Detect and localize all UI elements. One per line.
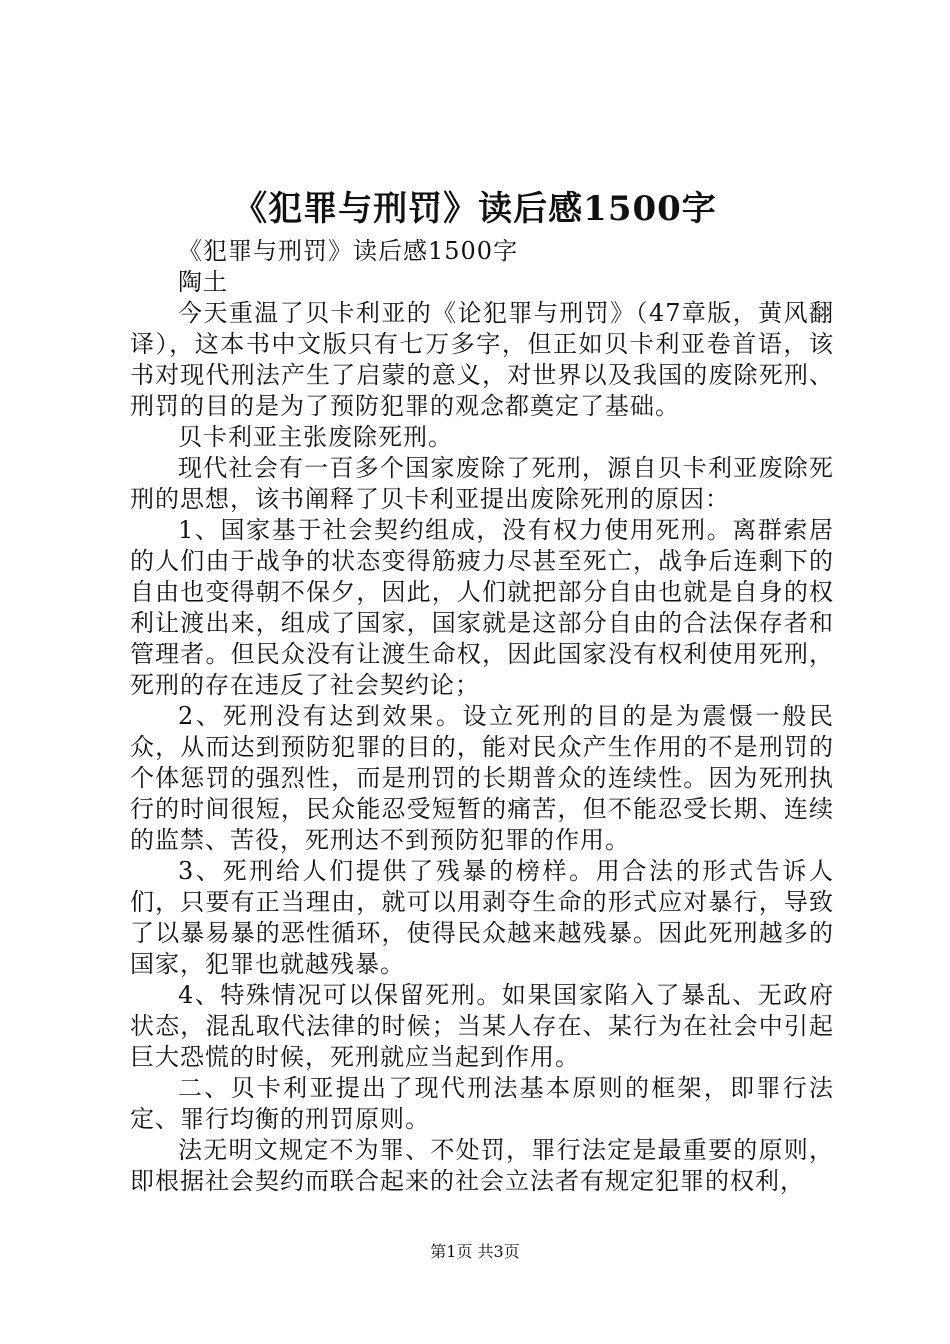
paragraph-heading-two: 二、贝卡利亚提出了现代刑法基本原则的框架，即罪行法定、罪行均衡的刑罚原则。	[130, 1074, 834, 1133]
paragraph-intro: 今天重温了贝卡利亚的《论犯罪与刑罚》（47章版，黄风翻译），这本书中文版只有七万多字，但正如贝卡利亚卷首语，该书对现代刑法产生了启蒙的意义，对世界以及我国的废除死刑、刑罚的目的是为了预防犯罪的观念都奠定了基础。	[130, 299, 834, 420]
page-footer: 第1页 共3页	[430, 1242, 520, 1261]
paragraph-subtitle: 《犯罪与刑罚》读后感1500字	[178, 237, 519, 265]
paragraph-author: 陶土	[178, 268, 228, 296]
paragraph-heading-one: 贝卡利亚主张废除死刑。	[178, 423, 453, 451]
paragraph-point-three: 3、死刑给人们提供了残暴的榜样。用合法的形式告诉人们，只要有正当理由，就可以用剥夺生命的形式应对暴行，导致了以暴易暴的恶性循环，使得民众越来越残暴。因此死刑越多的国家，犯罪也就越残暴。	[130, 857, 834, 978]
paragraph-point-four: 4、特殊情况可以保留死刑。如果国家陷入了暴乱、无政府状态，混乱取代法律的时候；当某人存在、某行为在社会中引起巨大恐慌的时候，死刑就应当起到作用。	[130, 981, 834, 1071]
paragraph-point-two: 2、死刑没有达到效果。设立死刑的目的是为震慑一般民众，从而达到预防犯罪的目的，能对民众产生作用的不是刑罚的个体惩罚的强烈性，而是刑罚的长期普众的连续性。因为死刑执行的时间很短，民众能忍受短暂的痛苦，但不能忍受长期、连续的监禁、苦役，死刑达不到预防犯罪的作用。	[130, 702, 834, 854]
paragraph-principle: 法无明文规定不为罪、不处罚，罪行法定是最重要的原则，即根据社会契约而联合起来的社会立法者有规定犯罪的权利，	[130, 1136, 834, 1195]
document-body	[130, 236, 834, 1197]
paragraph-point-one: 1、国家基于社会契约组成，没有权力使用死刑。离群索居的人们由于战争的状态变得筋疲力尽甚至死亡，战争后连剩下的自由也变得朝不保夕，因此，人们就把部分自由也就是自身的权利让渡出来，组成了国家，国家就是这部分自由的合法保存者和管理者。但民众没有让渡生命权，因此国家没有权利使用死刑，死刑的存在违反了社会契约论；	[130, 516, 834, 699]
document-title: 《犯罪与刑罚》读后感1500字	[233, 189, 717, 229]
paragraph-reasons-intro: 现代社会有一百多个国家废除了死刑，源自贝卡利亚废除死刑的思想，该书阐释了贝卡利亚提出废除死刑的原因：	[130, 454, 834, 513]
